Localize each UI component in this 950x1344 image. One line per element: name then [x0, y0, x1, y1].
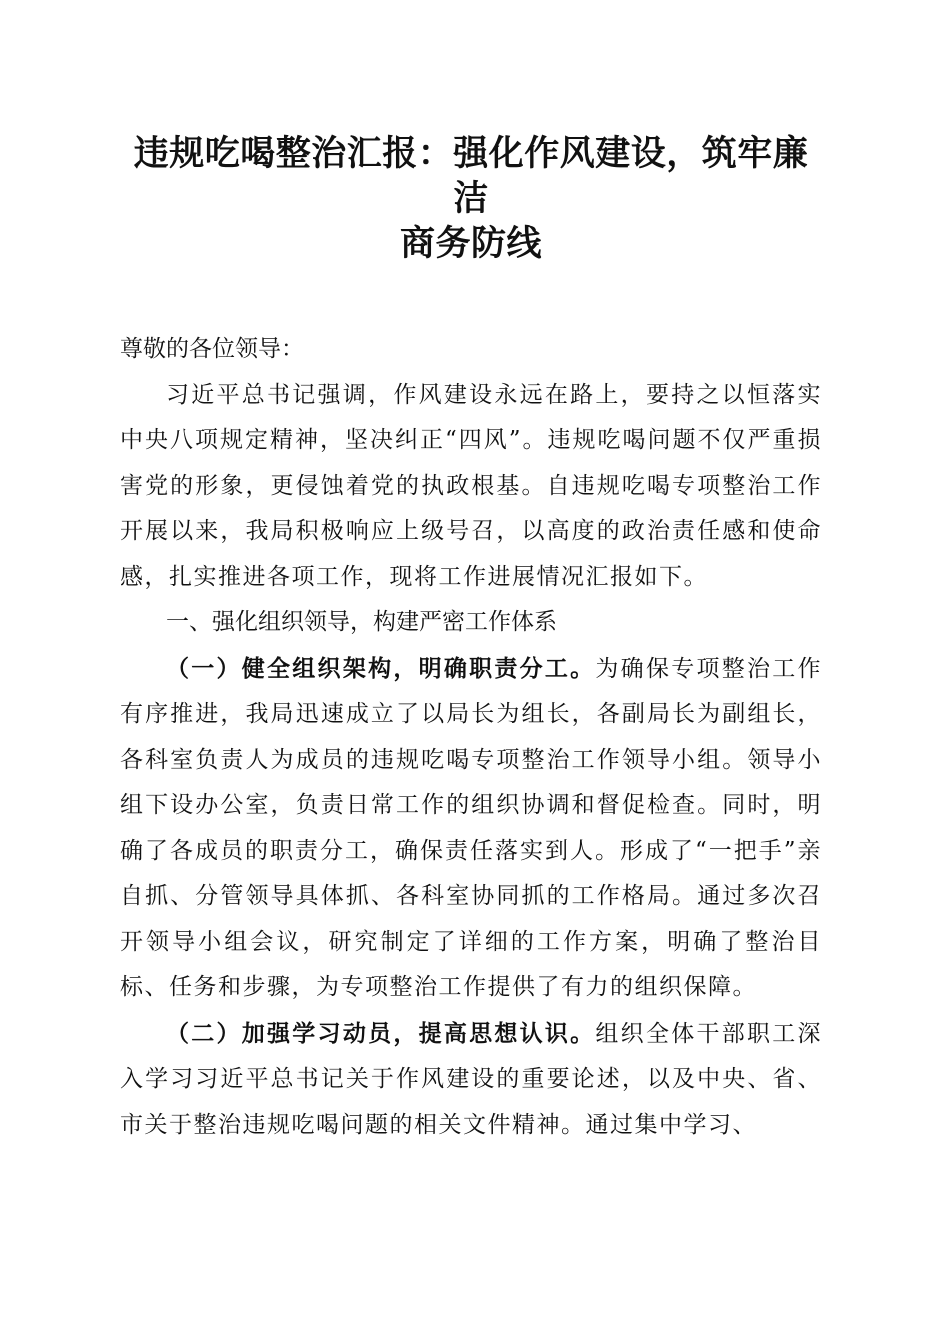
salutation: 尊敬的各位领导： — [120, 336, 304, 362]
subsection-2-heading: （二）加强学习动员，提高思想认识。 — [166, 1019, 596, 1047]
section-1-heading: 一、强化组织领导，构建严密工作体系 — [166, 609, 557, 635]
subsection-1-body: 为确保专项整治工作有序推进，我局迅速成立了以局长为组长，各副局长为副组长，各科室负责人为成员的违规吃喝专项整治工作领导小组。领导小组下设办公室，负责日常工作的组织协调和督促检查。同时，明确了各成员的职责分工，确保责任落实到人。形成了“一把手”亲自抓、分管领导具体抓、各科室协同抓的工作格局。通过多次召开领导小组会议，研究制定了详细的工作方案，明确了整治目标、任务和步骤，为专项整治工作提供了有力的组织保障。 — [120, 655, 823, 1000]
intro-paragraph: 习近平总书记强调，作风建设永远在路上，要持之以恒落实中央八项规定精神，坚决纠正“四风”。违规吃喝问题不仅严重损害党的形象，更侵蚀着党的执政根基。自违规吃喝专项整治工作开展以来，我局积极响应上级号召，以高度的政治责任感和使命感，扎实推进各项工作，现将工作进展情况汇报如下。 — [120, 381, 822, 590]
subsection-2-body: 组织全体干部职工深入学习习近平总书记关于作风建设的重要论述，以及中央、省、市关于整治违规吃喝问题的相关文件精神。通过集中学习、 — [120, 1020, 823, 1138]
title-line-1: 违规吃喝整治汇报：强化作风建设，筑牢廉洁 — [133, 134, 809, 219]
subsection-1-paragraph — [120, 646, 822, 1011]
subsection-1-heading: （一）健全组织架构，明确职责分工。 — [166, 654, 596, 682]
subsection-2-paragraph — [120, 1011, 822, 1149]
title-line-2: 商务防线 — [399, 224, 542, 264]
document-title — [120, 132, 822, 267]
